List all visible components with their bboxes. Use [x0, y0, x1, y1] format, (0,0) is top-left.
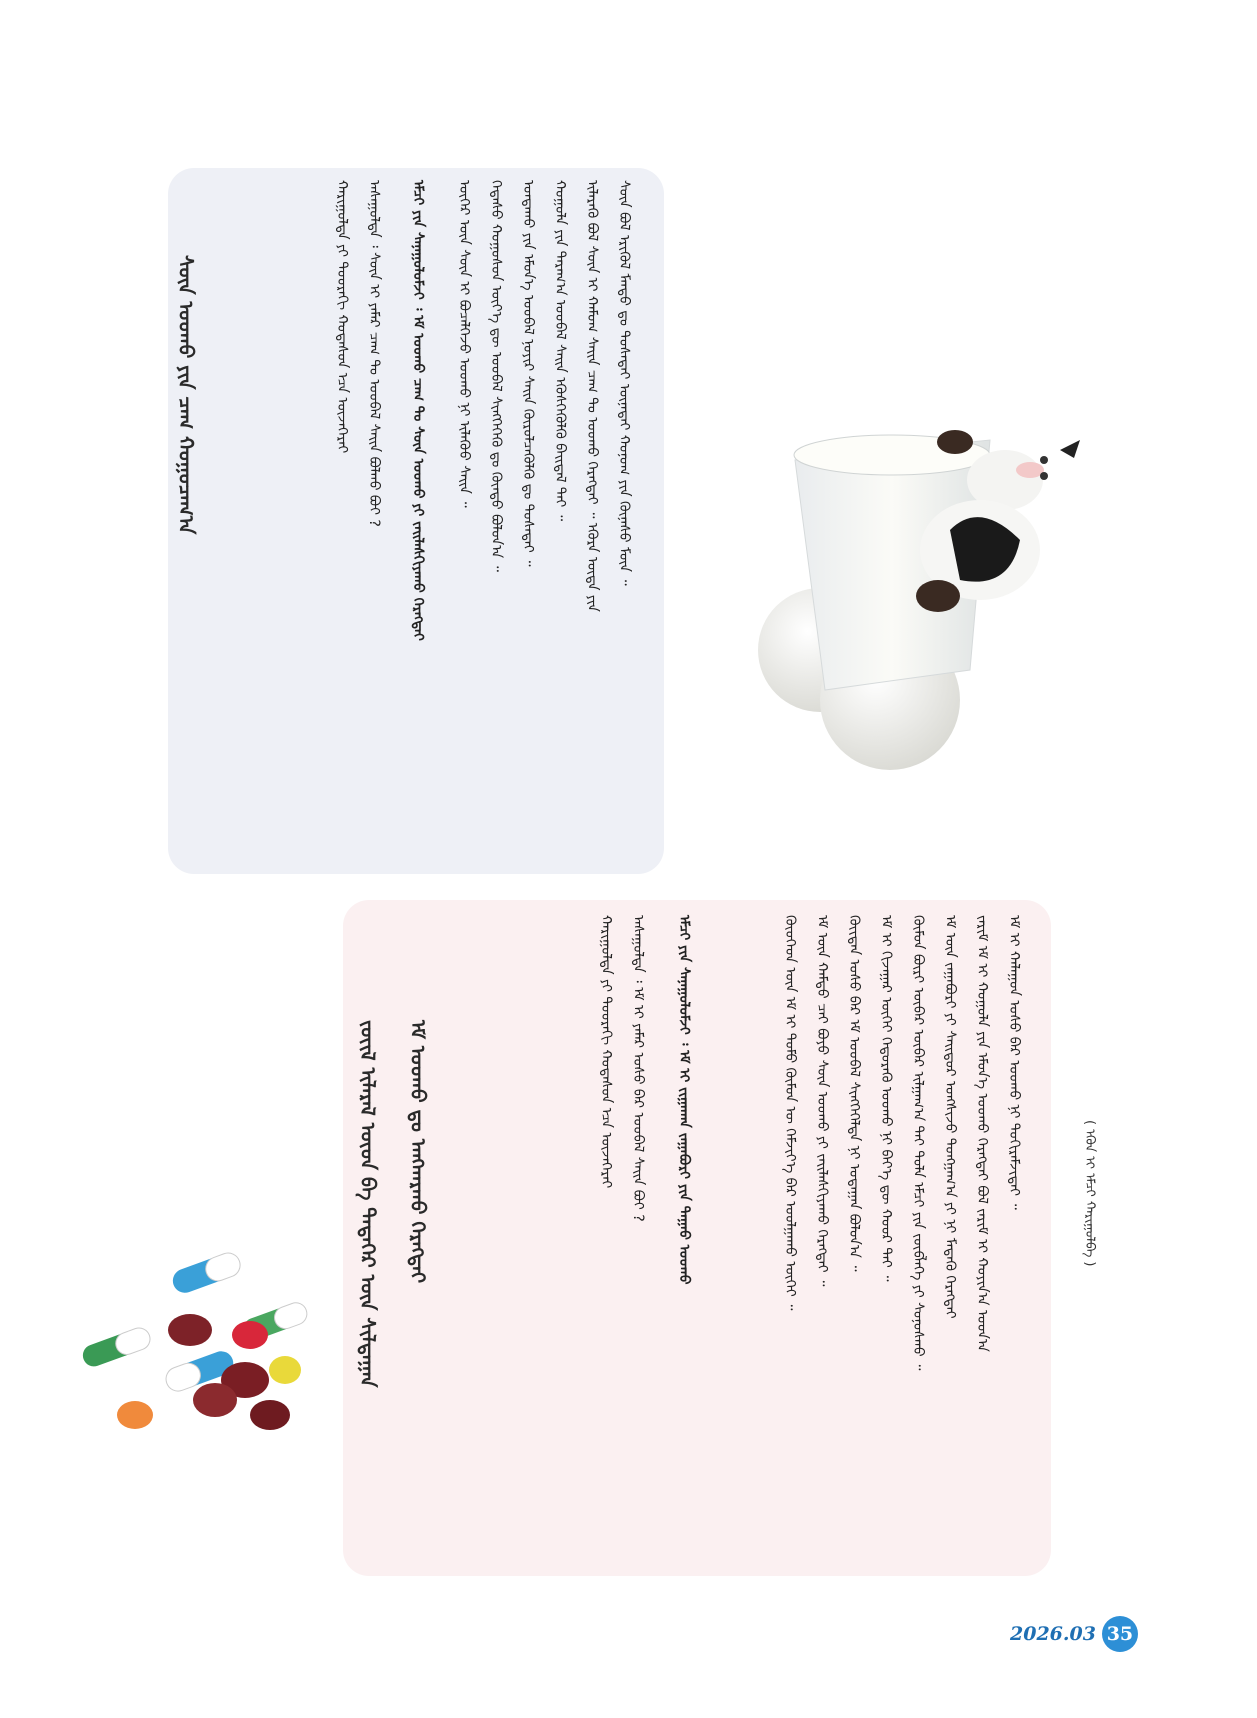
- doctor-advice-line: ᠡᠮᠴᠢ ᠶᠢᠨ ᠰᠠᠨᠠᠭᠤᠯᠤᠮᠵᠢ ᠄ ᠡᠮ ᠤᠤᠬᠤ ᠴᠠᠭ ᠲᠤ ᠰᠦᠨ ᠤᠤᠬᠤ ᠶᠢ ᠵᠠᠢᠯᠠᠰᠬᠢᠶᠠᠬᠤ ᠬᠡᠷᠡᠭᠲᠡᠢ: [410, 180, 426, 641]
- doctor-advice-line: ᠡᠮᠴᠢ ᠶᠢᠨ ᠰᠠᠨᠠᠭᠤᠯᠤᠮᠵᠢ ᠄ ᠡᠮ ᠢ ᠵᠢᠭᠠᠬᠠᠨ ᠵᠠᠭᠠᠪᠤᠷᠢ ᠶᠢᠨ ᠳᠠᠭᠠᠤ ᠤᠤᠬᠤ: [676, 915, 692, 1285]
- answer-line: ᠬᠠᠷᠢᠭᠤᠯᠲᠠ ᠶᠢ ᠳᠣᠣᠷᠠᠬᠢ ᠬᠤᠳᠠᠰᠤᠨ ᠡᠴᠡ ᠦᠵᠡᠭᠡᠷᠡᠢ: [334, 180, 350, 454]
- page-footer: [1010, 1616, 1138, 1652]
- body-line: ᠤᠨᠲᠠᠬᠤ ᠶᠢᠨ ᠡᠮᠦᠨ᠎ᠡ ᠤᠤᠪᠠᠯ ᠨᠣᠶᠢᠷ ᠰᠠᠢᠨ ᠬᠦᠷᠦᠯᠴᠡᠭᠦᠯᠬᠦ ᠳᠤ ᠲᠤᠰᠠᠲᠠᠢ ᠃: [520, 180, 536, 567]
- body-line: ᠡᠮ ᠢ ᠬᠢᠵᠠᠭᠠᠷ ᠦᠭᠡᠢ ᠬᠡᠲᠦᠷᠡᠭᠦ ᠤᠤᠬᠤ ᠨᠢ ᠪᠡᠶ᠎ᠡ ᠳᠦ ᠬᠣᠣᠷ ᠲᠠᠢ ᠃: [878, 915, 894, 1282]
- body-line: ᠰᠦᠨ ᠪᠣᠯ ᠡᠷᠢᠭᠦᠯ ᠮᠡᠨᠳᠦ ᠳᠤ ᠲᠤᠰᠠᠲᠠᠢ ᠦᠨᠡᠲᠡᠢ ᠬᠣᠨᠣᠭ ᠶᠢᠨ ᠬᠦᠨᠡᠰᠦ ᠮᠥᠨ ᠃: [616, 180, 632, 586]
- question-line: ᠠᠰᠠᠭᠤᠯᠲᠠ ᠄ ᠡᠮ ᠢ ᠶᠠᠮᠠᠷ ᠤᠰᠤ ᠪᠠᠷ ᠤᠤᠪᠠᠯ ᠰᠠᠢᠨ ᠪᠤᠢ ?: [630, 915, 646, 1222]
- body-line: ᠡᠮ ᠦᠨ ᠬᠠᠮᠲᠤ ᠴᠠᠢ ᠪᠤᠶᠤ ᠰᠦᠨ ᠤᠤᠬᠤ ᠶᠢ ᠵᠠᠢᠯᠠᠰᠬᠢᠶᠠᠬᠤ ᠬᠡᠷᠡᠭᠲᠡᠢ ᠃: [814, 915, 830, 1287]
- body-line: ᠬᠦᠮᠦᠨ ᠪᠦᠷᠢ ᠦᠪᠡᠷ ᠦᠪᠡᠷ ᠢᠯᠭᠠᠭ᠎ᠠ ᠲᠠᠢ ᠲᠤᠯᠠ ᠡᠮᠴᠢ ᠶᠢᠨ ᠵᠦᠪᠯᠡᠭᠡ ᠶᠢ ᠰᠣᠨᠣᠰᠬᠤ ᠃: [910, 915, 926, 1371]
- body-line: ᠡᠮ ᠦᠨ ᠵᠠᠭᠠᠪᠤᠷᠢ ᠶᠢ ᠰᠠᠢᠲᠤᠷ ᠤᠩᠰᠢᠵᠤ ᠲᠤᠩᠭᠠᠭ᠎ᠠ ᠶᠢ ᠨᠢ ᠮᠡᠳᠡᠬᠦ ᠬᠡᠷᠡᠭᠲᠡᠢ: [942, 915, 958, 1319]
- body-line: ᠦᠬᠡᠷ ᠦᠨ ᠰᠦᠨ ᠢ ᠪᠤᠴᠡᠯᠭᠡᠵᠦ ᠤᠤᠬᠤ ᠨᠢ ᠢᠯᠡᠭᠦᠦ ᠰᠠᠢᠨ ᠃: [456, 180, 472, 508]
- article-title-line: ᠵᠦᠢᠯ ᠢᠯᠡᠷᠡᠯ ᠦᠳ ᠪᠠ ᠲᠡᠳᠡᠭᠡᠷ ᠦᠨ ᠰᠢᠯᠲᠠᠭᠠᠨ: [356, 1020, 380, 1388]
- page-number: 35: [1102, 1616, 1138, 1652]
- body-line: ᠵᠠᠷᠢᠮ ᠡᠮ ᠢ ᠬᠣᠭᠣᠯᠠ ᠶᠢᠨ ᠡᠮᠦᠨ᠎ᠡ ᠤᠤᠬᠤ ᠬᠡᠷᠡᠭᠲᠡᠢ ᠪᠣᠯ ᠵᠠᠷᠢᠮ ᠢ ᠬᠣᠶᠢᠨ᠎ᠠ ᠤᠤᠨ᠎ᠠ: [974, 915, 990, 1352]
- body-line: ᠬᠣᠭᠣᠯᠠ ᠶᠢᠨ ᠳᠠᠷᠠᠭ᠎ᠠ ᠤᠤᠪᠠᠯ ᠰᠠᠢᠨ ᠡᠭᠦᠰᠬᠡᠭᠦᠯᠬᠦ ᠪᠠᠢᠳᠠᠯ ᠲᠠᠢ ᠃: [552, 180, 568, 521]
- body-line: ᠡᠮ ᠢ ᠬᠠᠯᠠᠭᠤᠨ ᠤᠰᠤ ᠪᠠᠷ ᠤᠤᠬᠤ ᠨᠢ ᠲᠣᠬᠢᠷᠠᠮᠵᠢᠲᠠᠢ ᠃: [1006, 915, 1022, 1210]
- body-line: ᠢᠯᠡᠷᠡᠬᠦ ᠪᠣᠯ ᠰᠦᠨ ᠢ ᠬᠠᠮᠤᠭ ᠰᠠᠢᠨ ᠴᠠᠭ ᠲᠤ ᠤᠤᠬᠤ ᠬᠡᠷᠡᠭᠲᠡᠢ ᠃ ᠡᠭᠦᠷᠡ ᠦᠳᠡ ᠶᠢᠨ: [584, 180, 600, 612]
- answer-line: ᠬᠠᠷᠢᠭᠤᠯᠲᠠ ᠶᠢ ᠳᠣᠣᠷᠠᠬᠢ ᠬᠤᠳᠠᠰᠤᠨ ᠡᠴᠡ ᠦᠵᠡᠭᠡᠷᠡᠢ: [598, 915, 614, 1189]
- body-line: ᠬᠦᠢᠲᠡᠨ ᠤᠰᠤ ᠪᠠᠷ ᠡᠮ ᠤᠤᠪᠠᠯ ᠰᠢᠩᠭᠡᠭᠡᠯᠲᠡ ᠨᠢ ᠤᠳᠠᠭᠠᠨ ᠪᠣᠯᠤᠨ᠎ᠠ ᠃: [846, 915, 862, 1272]
- pills-photo: [40, 1210, 340, 1450]
- article-title-line: ᠡᠮ ᠤᠤᠬᠤ ᠳᠤ ᠠᠩᠬᠠᠷᠬᠤ ᠬᠡᠷᠡᠭᠲᠡᠢ: [406, 1020, 430, 1284]
- milk-photo: [700, 400, 1120, 780]
- photo-caption: ( ᠡᠭᠦᠨ ᠢ ᠡᠮᠴᠢ ᠬᠠᠷᠢᠭᠤᠯᠪᠠ ): [1082, 1120, 1097, 1267]
- article-title-line: ᠰᠦᠨ ᠤᠤᠬᠤ ᠶᠢᠨ ᠴᠠᠭ ᠬᠤᠭᠤᠴᠠᠭ᠎ᠠ: [174, 255, 198, 535]
- question-line: ᠠᠰᠠᠭᠤᠯᠲᠠ ᠄ ᠰᠦᠨ ᠢ ᠶᠠᠮᠠᠷ ᠴᠠᠭ ᠲᠤ ᠤᠤᠪᠠᠯ ᠰᠠᠢᠨ ᠪᠣᠯᠬᠤ ᠪᠤᠢ ?: [366, 180, 382, 527]
- body-line: ᠭᠡᠳᠡᠰᠦ ᠬᠣᠭᠣᠰᠣᠨ ᠦᠶ᠎ᠡ ᠳᠦ ᠤᠤᠪᠠᠯ ᠰᠢᠩᠭᠡᠭᠡᠬᠦ ᠳᠤ ᠬᠦᠨᠳᠦ ᠪᠣᠯᠤᠨ᠎ᠠ ᠃: [488, 180, 504, 572]
- issue-date: 2026.03: [1010, 1623, 1096, 1645]
- body-line: ᠬᠦᠦᠬᠡᠳ ᠦᠨ ᠡᠮ ᠢ ᠲᠣᠮᠣ ᠬᠦᠮᠦᠨ ᠦ ᠬᠡᠮᠵᠢᠶ᠎ᠡ ᠪᠠᠷ ᠤᠤᠯᠭᠠᠬᠤ ᠦᠭᠡᠢ ᠃: [782, 915, 798, 1311]
